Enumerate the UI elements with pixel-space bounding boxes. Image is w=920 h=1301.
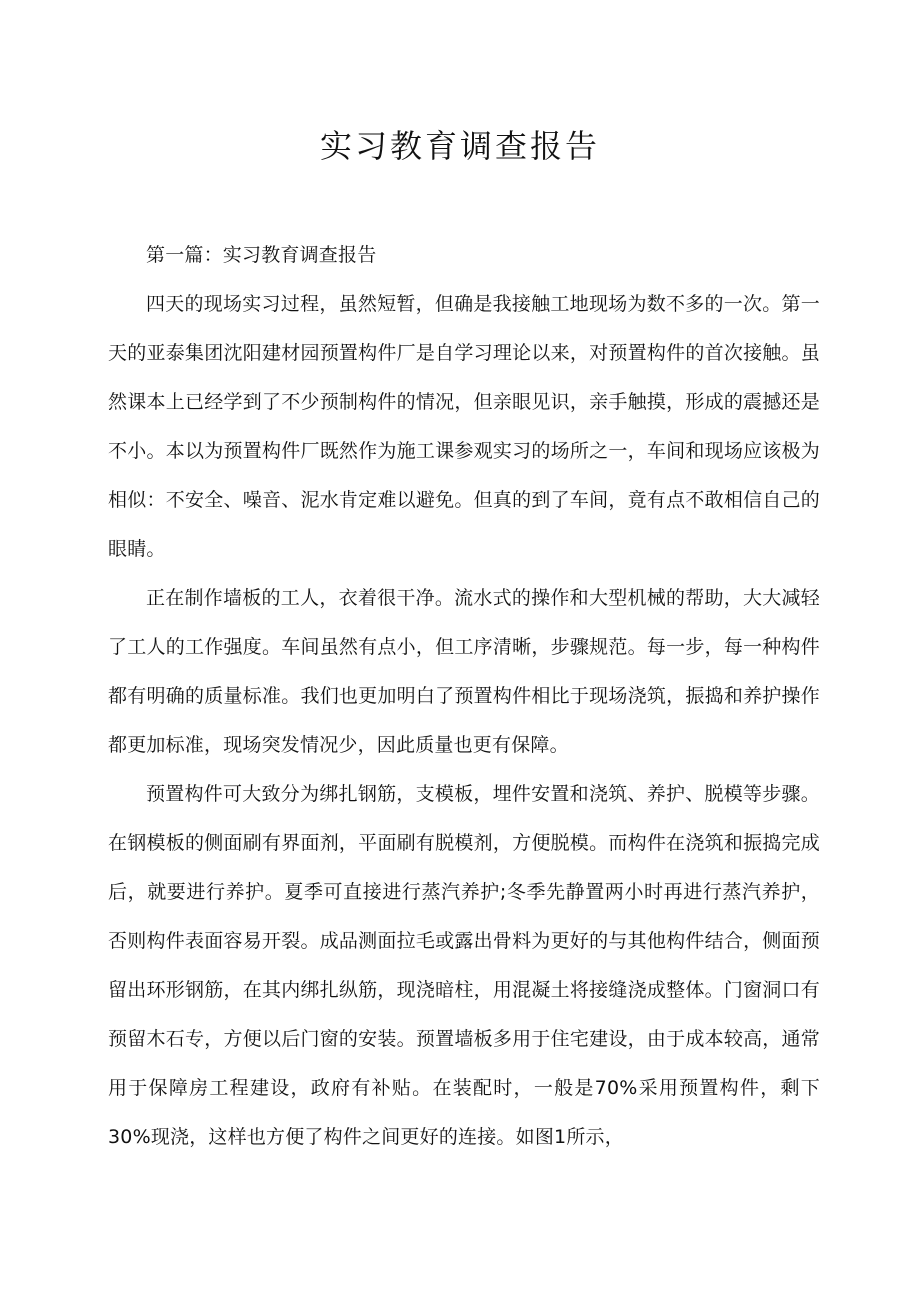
paragraph-3: 预置构件可大致分为绑扎钢筋，支模板，埋件安置和浇筑、养护、脱模等步骤。在钢模板的侧面刷有界面剂，平面刷有脱模剂，方便脱模。而构件在浇筑和振捣完成后，就要进行养护。夏季可直接进行蒸汽养护;冬季先静置两小时再进行蒸汽养护，否则构件表面容易开裂。成品测面拉毛或露出骨料为更好的与其他构件结合，侧面预留出环形钢筋，在其内绑扎纵筋，现浇暗柱，用混凝土将接缝浇成整体。门窗洞口有预留木石专，方便以后门窗的安装。预置墙板多用于住宅建设，由于成本较高，通常用于保障房工程建设，政府有补贴。在装配时，一般是70%采用预置构件，剩下30%现浇，这样也方便了构件之间更好的连接。如图1所示，: [108, 783, 820, 1148]
document-title: 实习教育调查报告: [319, 127, 600, 165]
section-subheading: 第一篇：实习教育调查报告: [146, 244, 377, 266]
paragraph-2: 正在制作墙板的工人，衣着很干净。流水式的操作和大型机械的帮助，大大减轻了工人的工作强度。车间虽然有点小，但工序清晰，步骤规范。每一步，每一种构件都有明确的质量标准。我们也更加明白了预置构件相比于现场浇筑，振捣和养护操作都更加标准，现场突发情况少，因此质量也更有保障。: [108, 587, 820, 756]
document-body: [108, 231, 820, 1162]
paragraph-1: 四天的现场实习过程，虽然短暂，但确是我接触工地现场为数不多的一次。第一天的亚泰集团沈阳建材园预置构件厂是自学习理论以来，对预置构件的首次接触。虽然课本上已经学到了不少预制构件的情况，但亲眼见识，亲手触摸，形成的震撼还是不小。本以为预置构件厂既然作为施工课参观实习的场所之一，车间和现场应该极为相似：不安全、噪音、泥水肯定难以避免。但真的到了车间，竟有点不敢相信自己的眼睛。: [108, 293, 820, 560]
